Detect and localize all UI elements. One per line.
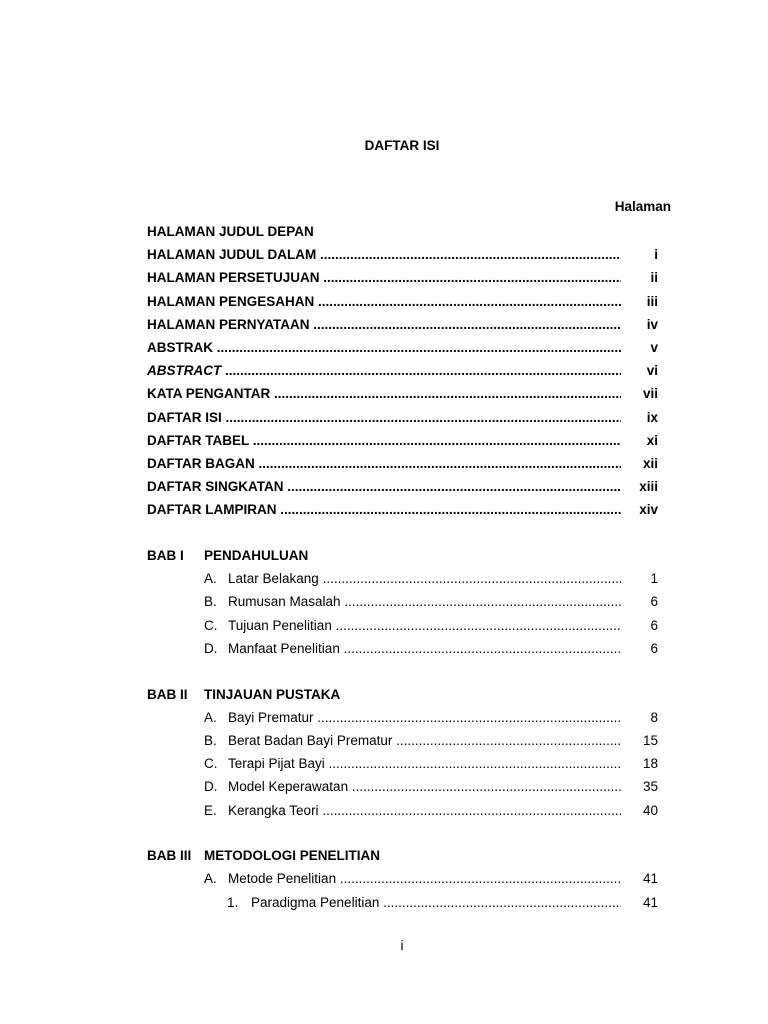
- toc-entry-text: Bayi Prematur: [228, 709, 314, 725]
- toc-entry: [147, 729, 687, 752]
- toc-entry-page: xii: [642, 455, 658, 471]
- toc-entry-marker: C.: [204, 756, 218, 772]
- toc-entry: [147, 290, 687, 313]
- toc-entry-label: [147, 336, 621, 359]
- toc-entry-marker: D.: [204, 779, 218, 795]
- toc-entry-text: Paradigma Penelitian: [251, 894, 380, 910]
- toc-entry-page: vi: [646, 363, 658, 379]
- toc-entry-page: 41: [642, 871, 658, 887]
- toc-entry-text: ABSTRACT: [147, 363, 222, 379]
- toc-entry-label: [147, 429, 621, 452]
- toc-entry-page: 35: [642, 779, 658, 795]
- toc-entry: [147, 637, 687, 660]
- toc-entry-text: HALAMAN JUDUL DEPAN: [147, 224, 314, 239]
- toc-entry-page: 6: [650, 594, 658, 610]
- toc-entry: [147, 429, 687, 452]
- toc-entry-page: i: [654, 247, 658, 263]
- toc-entry-text: Terapi Pijat Bayi: [228, 756, 325, 772]
- chapter-number: BAB I: [147, 548, 184, 564]
- toc-entry-marker: 1.: [227, 894, 239, 910]
- toc-entry-marker: C.: [204, 617, 218, 633]
- toc-entry-page: v: [650, 339, 658, 355]
- toc-entry-page: 8: [650, 709, 658, 725]
- toc-entry: [147, 452, 687, 475]
- toc-entry-text: HALAMAN PERNYATAAN: [147, 316, 310, 332]
- toc-entry-text: DAFTAR ISI: [147, 409, 222, 425]
- toc-entry-label: [204, 614, 621, 637]
- toc-entry: [147, 567, 687, 590]
- toc-entry-text: DAFTAR TABEL: [147, 432, 249, 448]
- toc-entry-page: iv: [646, 316, 658, 332]
- toc-entry-label: [147, 313, 621, 336]
- toc-entry-label: [204, 706, 621, 729]
- toc-entry: [147, 406, 687, 429]
- toc-entry-marker: A.: [204, 709, 217, 725]
- toc-entry: [147, 475, 687, 498]
- chapter-title: TINJAUAN PUSTAKA: [204, 686, 341, 702]
- toc-entry-text: HALAMAN PERSETUJUAN: [147, 270, 320, 286]
- toc-entry: [147, 498, 687, 521]
- toc-entry-label: [204, 752, 621, 775]
- toc-entry-page: 1: [650, 571, 658, 587]
- toc-entry-text: DAFTAR BAGAN: [147, 455, 255, 471]
- toc-entry: [147, 336, 687, 359]
- toc-entry: [147, 799, 687, 822]
- toc-entry: [147, 775, 687, 798]
- toc-entry-text: Kerangka Teori: [228, 802, 319, 818]
- toc-entry-label: [204, 775, 621, 798]
- toc-entry-page: 40: [642, 802, 658, 818]
- chapter-title: METODOLOGI PENELITIAN: [204, 848, 381, 864]
- toc-entry-label: [204, 729, 621, 752]
- toc-entry-page: xi: [646, 432, 658, 448]
- toc-entry: [147, 313, 687, 336]
- table-of-contents: [147, 220, 687, 914]
- toc-entry-text: Tujuan Penelitian: [228, 617, 332, 633]
- toc-entry: [147, 752, 687, 775]
- toc-entry-label: [204, 799, 621, 822]
- toc-entry-label: [204, 867, 621, 890]
- page-title: DAFTAR ISI: [364, 138, 440, 153]
- toc-entry-text: DAFTAR LAMPIRAN: [147, 502, 277, 518]
- toc-entry-page: ix: [646, 409, 658, 425]
- toc-entry-page: 18: [642, 756, 658, 772]
- toc-entry: [147, 359, 687, 382]
- toc-entry: [147, 891, 687, 914]
- toc-entry-marker: B.: [204, 732, 217, 748]
- toc-entry-page: 6: [650, 640, 658, 656]
- toc-entry: [147, 590, 687, 613]
- toc-entry-marker: A.: [204, 571, 217, 587]
- chapter-title: PENDAHULUAN: [204, 548, 309, 564]
- toc-entry-label: [147, 475, 621, 498]
- chapter-heading: [147, 844, 687, 867]
- toc-entry: [147, 266, 687, 289]
- chapter-number: BAB II: [147, 686, 188, 702]
- toc-entry: [147, 867, 687, 890]
- toc-entry-label: [147, 243, 621, 266]
- toc-entry-label: [147, 406, 621, 429]
- toc-entry-label: [204, 567, 621, 590]
- toc-entry-label: [147, 382, 621, 405]
- toc-entry-label: [147, 220, 621, 243]
- toc-entry-label: [147, 266, 621, 289]
- toc-entry-text: Metode Penelitian: [228, 871, 337, 887]
- toc-entry-label: [204, 637, 621, 660]
- toc-entry: [147, 243, 687, 266]
- toc-entry-label: [204, 590, 621, 613]
- toc-entry-label: [147, 498, 621, 521]
- toc-entry: [147, 382, 687, 405]
- toc-entry: [147, 706, 687, 729]
- toc-entry-label: [147, 359, 621, 382]
- toc-entry-text: Model Keperawatan: [228, 779, 349, 795]
- toc-entry-marker: E.: [204, 802, 217, 818]
- toc-entry-page: vii: [642, 386, 658, 402]
- chapter-heading: [147, 544, 687, 567]
- toc-entry-text: DAFTAR SINGKATAN: [147, 479, 284, 495]
- halaman-column-label: Halaman: [614, 199, 671, 214]
- toc-entry-label: [147, 290, 621, 313]
- toc-entry-page: xiii: [639, 479, 658, 495]
- toc-entry-page: 41: [642, 894, 658, 910]
- toc-entry: [147, 220, 687, 243]
- toc-entry-text: HALAMAN JUDUL DALAM: [147, 247, 317, 263]
- toc-entry-text: HALAMAN PENGESAHAN: [147, 293, 315, 309]
- toc-entry-marker: A.: [204, 871, 217, 887]
- page-number-footer: i: [400, 938, 404, 953]
- toc-entry-marker: D.: [204, 640, 218, 656]
- toc-entry-text: Berat Badan Bayi Prematur: [228, 732, 393, 748]
- toc-entry-page: 6: [650, 617, 658, 633]
- chapter-number: BAB III: [147, 848, 192, 864]
- chapter-heading: [147, 683, 687, 706]
- toc-entry-text: KATA PENGANTAR: [147, 386, 271, 402]
- toc-entry-marker: B.: [204, 594, 217, 610]
- toc-entry-page: xiv: [639, 502, 658, 518]
- toc-entry-label: [147, 452, 621, 475]
- toc-entry-page: 15: [642, 732, 658, 748]
- toc-entry-text: ABSTRAK: [147, 339, 213, 355]
- toc-entry-page: iii: [646, 293, 658, 309]
- toc-entry: [147, 614, 687, 637]
- toc-entry-text: Manfaat Penelitian: [228, 640, 340, 656]
- toc-entry-text: Rumusan Masalah: [228, 594, 341, 610]
- toc-entry-text: Latar Belakang: [228, 571, 319, 587]
- toc-entry-page: ii: [650, 270, 658, 286]
- toc-entry-label: [227, 891, 621, 914]
